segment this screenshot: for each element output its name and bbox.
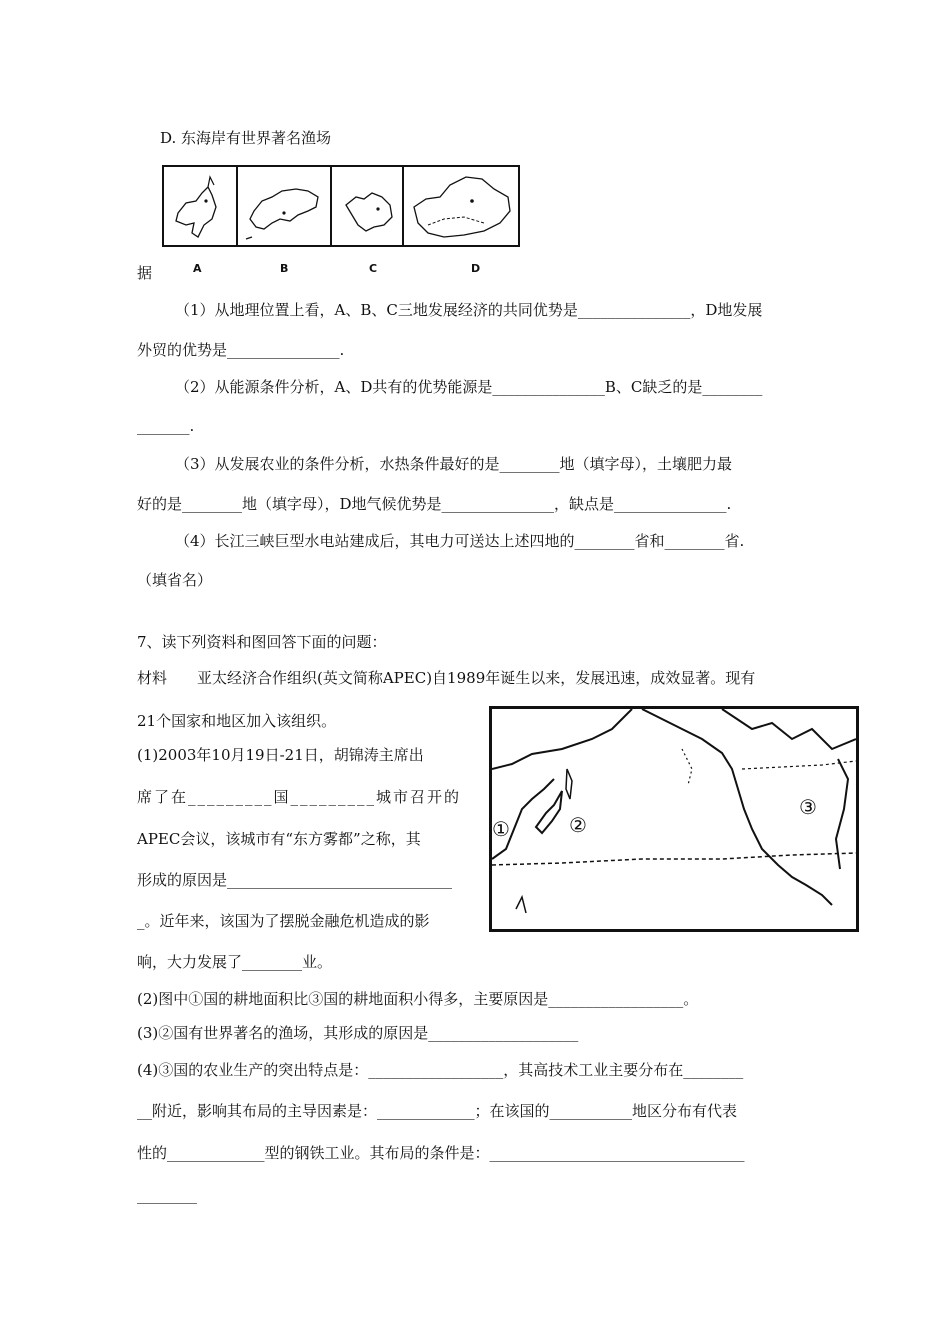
panel-a-map [164, 167, 238, 245]
panel-c-map [332, 167, 404, 245]
panel-label-a: A [193, 262, 202, 275]
q6-part2-line2: _______. [137, 417, 195, 435]
pacific-rim-map [489, 706, 859, 932]
panel-b-map [238, 167, 332, 245]
q7-s1-line2: 席了在_________国_________城市召开的 [137, 788, 462, 806]
q7-s1-line3: APEC会议，该城市有“东方雾都”之称，其 [137, 830, 421, 848]
province-outline-figure [162, 165, 520, 247]
q6-part4-line2: （填省名） [137, 571, 213, 589]
map-label-3: ③ [799, 795, 817, 819]
stray-char: 据 [137, 264, 153, 282]
q7-s2: (2)图中①国的耕地面积比③国的耕地面积小得多，主要原因是__________________。 [137, 990, 699, 1008]
q7-s4-line1: (4)③国的农业生产的突出特点是：__________________，其高技术工业主要分布在________ [137, 1061, 744, 1079]
panel-label-c: C [369, 262, 378, 275]
q7-material-line1: 材料 亚太经济合作组织(英文简称APEC)自1989年诞生以来，发展迅速，成效显著。现有 [137, 669, 756, 687]
q6-part4-line1: （4）长江三峡巨型水电站建成后，其电力可送达上述四地的________省和________省. [175, 532, 745, 550]
q6-part3-line1: （3）从发展农业的条件分析，水热条件最好的是________地（填字母），土壤肥力最 [175, 455, 733, 473]
q7-s1-line5: _。近年来，该国为了摆脱金融危机造成的影 [137, 912, 430, 930]
q6-part1-line2: 外贸的优势是_______________. [137, 341, 345, 359]
panel-label-b: B [280, 262, 289, 275]
q6-part1-line1: （1）从地理位置上看，A、B、C三地发展经济的共同优势是_______________，D地发展 [175, 301, 763, 319]
q7-s1-line6: 响，大力发展了________业。 [137, 953, 333, 971]
q7-s1-line1: (1)2003年10月19日-21日，胡锦涛主席出 [137, 746, 424, 764]
q7-s4-line4: ________ [137, 1186, 197, 1204]
q7-material-line2: 21个国家和地区加入该组织。 [137, 712, 337, 730]
map-label-1: ① [492, 817, 510, 841]
option-d: D. 东海岸有世界著名渔场 [160, 129, 332, 147]
q7-title: 7、读下列资料和图回答下面的问题： [137, 633, 387, 651]
q7-s1-line4: 形成的原因是______________________________ [137, 871, 453, 889]
q7-s4-line2: __附近，影响其布局的主导因素是：_____________；在该国的___________地区分布有代表 [137, 1102, 738, 1120]
q7-s4-line3: 性的_____________型的钢铁工业。其布局的条件是：__________________________________ [137, 1144, 745, 1162]
panel-d-map [404, 167, 518, 245]
map-label-2: ② [569, 813, 587, 837]
panel-label-d: D [471, 262, 481, 275]
q6-part3-line2: 好的是________地（填字母），D地气候优势是_______________，缺点是_______________. [137, 495, 732, 513]
q7-s3: (3)②国有世界著名的渔场，其形成的原因是____________________ [137, 1024, 579, 1042]
q6-part2-line1: （2）从能源条件分析，A、D共有的优势能源是_______________B、C缺乏的是________ [175, 378, 763, 396]
